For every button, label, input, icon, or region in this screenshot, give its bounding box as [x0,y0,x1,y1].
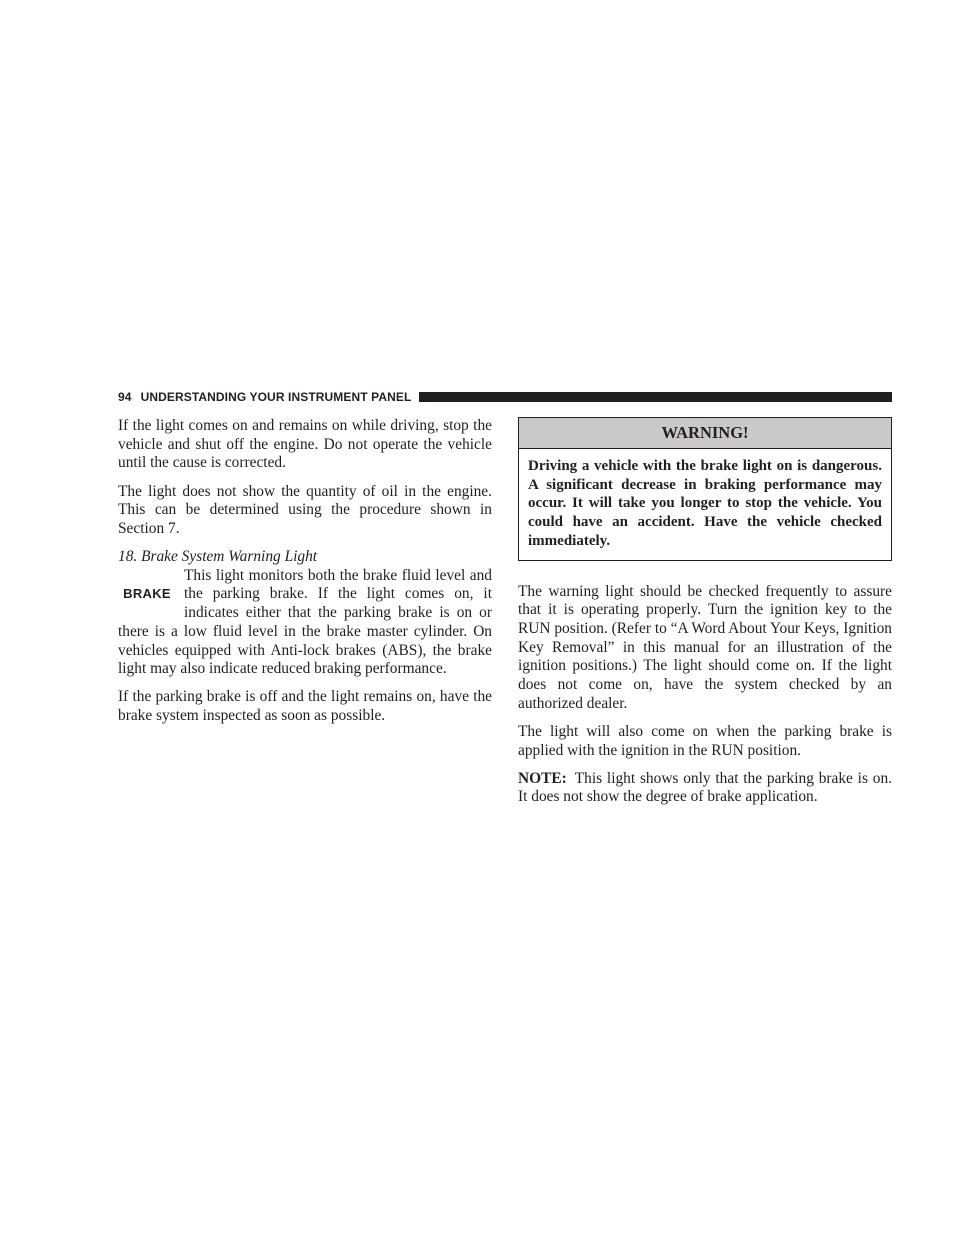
paragraph-brake-monitor: This light monitors both the brake fluid level and the parking brake. If the light comes on, it indicates either that the parking brake is on or there is a low fluid level in the brake master cylinder. On vehicles equipped with Anti-lock brakes (ABS), the brake light may also indicate reduced braking performance. [118,566,492,678]
paragraph-parking-brake-off: If the parking brake is off and the light remains on, have the brake system inspected as soon as possible. [118,688,492,725]
paragraph-check-light: The warning light should be checked frequently to assure that it is operating properly. Turn the ignition key to the RUN position. (Refer to “A Word About Your Keys, Ignition Key Removal” in this manual for an illustration of the ignition positions.) The light should come on. If the light does not come on, have the system checked by an authorized dealer. [518,582,892,712]
paragraph-stop-vehicle: If the light comes on and remains on while driving, stop the vehicle and shut off the engine. Do not operate the vehicle until the cause is corrected. [118,417,492,472]
page-number: 94 [118,390,132,404]
brake-light-description [118,567,492,679]
warning-title: WARNING! [519,418,891,449]
note-text: This light shows only that the parking brake is on. It does not show the degree of brake application. [518,769,892,806]
section-title: UNDERSTANDING YOUR INSTRUMENT PANEL [140,390,412,404]
page-header [118,389,892,405]
header-rule-bar [419,392,892,402]
paragraph-oil-quantity: The light does not show the quantity of oil in the engine. This can be determined using the procedure shown in Section 7. [118,482,492,537]
paragraph-parking-brake-applied: The light will also come on when the parking brake is applied with the ignition in the RUN position. [518,722,892,759]
right-column [518,417,892,816]
warning-box [518,417,892,561]
section-heading-brake-light: 18. Brake System Warning Light [118,548,318,565]
warning-body: Driving a vehicle with the brake light on is dangerous. A significant decrease in braking performance may occur. It will take you longer to stop the vehicle. You could have an accident. Have the vehicle checked immediately. [528,458,882,549]
brake-warning-icon: BRAKE [123,586,171,602]
note-label: NOTE: [518,769,567,787]
note-paragraph [518,770,892,807]
left-column [118,417,492,735]
